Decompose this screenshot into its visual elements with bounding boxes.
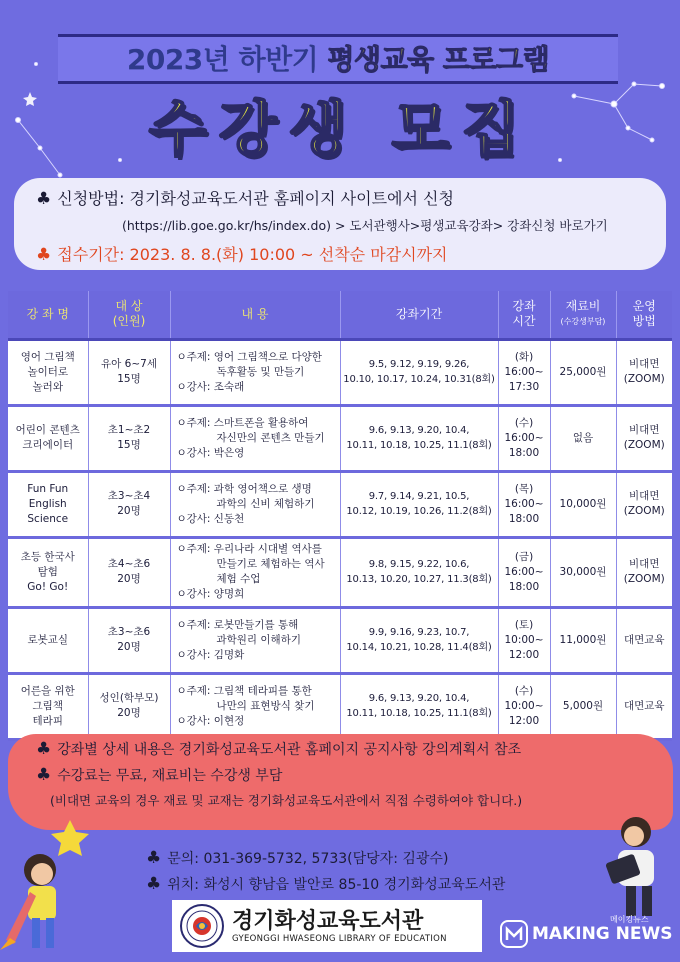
course-period-line: 10.14, 10.21, 10.28, 11.4(8회)	[346, 642, 492, 653]
course-time	[498, 405, 550, 471]
reading-child-illustration	[590, 810, 680, 920]
course-fee: 11,000원	[550, 607, 616, 673]
course-time-line: 18:00	[508, 512, 540, 525]
note-fee	[36, 765, 282, 785]
course-target	[88, 673, 170, 739]
course-time-line: 16:00~	[504, 565, 544, 578]
course-fee: 5,000원	[550, 673, 616, 739]
making-news-logo-icon	[500, 920, 528, 948]
making-news-watermark	[500, 914, 676, 954]
course-mode-line: (ZOOM)	[623, 373, 665, 385]
course-content	[170, 339, 340, 405]
course-table-body	[8, 339, 672, 739]
course-mode	[616, 405, 672, 471]
course-name	[8, 673, 88, 739]
header-time	[498, 291, 550, 339]
course-target	[88, 471, 170, 537]
course-time-line: 12:00	[508, 648, 540, 661]
table-row	[8, 471, 672, 537]
course-time-line: (목)	[514, 482, 534, 495]
library-english-name: GYEONGGI HWASEONG LIBRARY OF EDUCATION	[232, 934, 447, 944]
course-mode	[616, 537, 672, 607]
course-period	[340, 471, 498, 537]
header-fee-b: (수강생부담)	[560, 317, 606, 327]
course-name-line: 어른을 위한	[20, 684, 75, 697]
course-name-line: 어린이 콘텐츠	[15, 424, 80, 436]
course-name-line: 로봇교실	[27, 633, 69, 646]
course-time-line: 18:00	[508, 446, 540, 459]
course-period-line: 10.12, 10.19, 10.26, 11.2(8회)	[346, 506, 492, 517]
course-target-line: 20명	[117, 641, 141, 653]
course-target	[88, 537, 170, 607]
course-mode-line: 비대면	[629, 490, 660, 502]
course-mode-line: (ZOOM)	[623, 573, 665, 585]
contact-address	[146, 874, 505, 894]
girl-with-rocket-illustration	[0, 790, 150, 960]
course-name-line: 그림책	[32, 699, 63, 712]
course-topic-line: 나만의 표현방식 찾기	[216, 699, 315, 712]
course-mode-line: (ZOOM)	[623, 505, 665, 517]
course-mode-line: (ZOOM)	[623, 439, 665, 451]
library-emblem-icon	[180, 904, 224, 948]
course-period-line: 10.13, 10.20, 10.27, 11.3(8회)	[346, 574, 492, 585]
course-time	[498, 471, 550, 537]
course-time-line: 16:00~	[504, 431, 544, 444]
course-topic-line: ㅇ주제: 과학 영어책으로 생명	[176, 482, 312, 495]
table-row	[8, 673, 672, 739]
making-news-brand: MAKING NEWS	[532, 924, 673, 944]
course-name-line: 초등 한국사	[20, 550, 75, 563]
header-target-b: (인원)	[112, 314, 146, 329]
course-topic-line: ㅇ주제: 우리나라 시대별 역사를	[176, 543, 322, 555]
course-time-line: 17:30	[508, 380, 540, 393]
course-topic-line: ㅇ주제: 영어 그림책으로 다양한	[176, 350, 322, 363]
page-title: 수강생 모집	[148, 95, 532, 165]
course-name-line: Go! Go!	[27, 580, 69, 593]
contact-address-text: 위치: 화성시 향남읍 발안로 85-10 경기화성교육도서관	[167, 877, 506, 893]
making-news-small: 메이킹뉴스	[610, 915, 649, 924]
club-bullet-icon: ♣	[36, 739, 52, 759]
course-topic-line: 만들기로 체험하는 역사	[216, 558, 325, 570]
course-period-line: 10.11, 10.18, 10.25, 11.1(8회)	[346, 440, 492, 451]
course-target	[88, 607, 170, 673]
course-name	[8, 339, 88, 405]
club-bullet-icon: ♣	[36, 245, 52, 265]
course-time-line: (금)	[514, 550, 534, 563]
application-info-box	[14, 178, 666, 270]
course-name	[8, 537, 88, 607]
course-topic-line: ㅇ주제: 그림책 테라피를 통한	[176, 684, 312, 697]
note-details	[36, 739, 521, 759]
course-teacher: ㅇ강사: 이현정	[176, 714, 245, 727]
course-teacher: ㅇ강사: 조숙래	[176, 380, 245, 393]
header-mode	[616, 291, 672, 339]
course-time	[498, 673, 550, 739]
course-period	[340, 537, 498, 607]
course-target-line: 20명	[117, 505, 141, 517]
course-topic-line: 체험 수업	[216, 573, 261, 585]
course-mode-line: 대면교육	[623, 699, 665, 712]
course-period-line: 9.6, 9.13, 9.20, 10.4,	[368, 425, 470, 436]
header-target-a: 대 상	[115, 299, 143, 314]
course-period-line: 9.8, 9.15, 9.22, 10.6,	[368, 559, 470, 570]
course-fee: 25,000원	[550, 339, 616, 405]
course-target-line: 초3~초6	[107, 626, 151, 638]
library-name: 경기화성교육도서관	[232, 909, 424, 934]
course-teacher: ㅇ강사: 박은영	[176, 446, 245, 459]
course-topic-line: ㅇ주제: 로봇만들기를 통해	[176, 618, 299, 631]
course-time-line: 10:00~	[504, 633, 544, 646]
course-time-line: 18:00	[508, 580, 540, 593]
note-details-text: 강좌별 상세 내용은 경기화성교육도서관 홈페이지 공지사항 강의계획서 참조	[57, 742, 522, 758]
header-name: 강 좌 명	[8, 291, 88, 339]
course-period	[340, 673, 498, 739]
course-topic-line: 과학원리 이해하기	[216, 633, 301, 646]
header-mode-b: 방법	[632, 314, 656, 329]
course-period-line: 9.7, 9.14, 9.21, 10.5,	[368, 491, 470, 502]
course-name-line: 놀이터로	[27, 365, 69, 378]
header-time-b: 시간	[512, 314, 536, 329]
contact-phone	[146, 848, 448, 868]
headline-program: 평생교육 프로그램	[327, 43, 550, 76]
course-time-line: (토)	[514, 618, 534, 631]
course-time-line: (수)	[514, 416, 534, 429]
note-fee-text: 수강료는 무료, 재료비는 수강생 부담	[57, 768, 283, 784]
course-period	[340, 339, 498, 405]
contact-phone-text: 문의: 031-369-5732, 5733(담당자: 김광수)	[167, 851, 449, 867]
course-mode	[616, 471, 672, 537]
course-name	[8, 405, 88, 471]
table-header-row	[8, 291, 672, 339]
course-name-line: Fun Fun	[27, 482, 69, 495]
course-time-line: 12:00	[508, 714, 540, 727]
course-target-line: 성인(학부모)	[99, 692, 159, 704]
course-period-line: 10.10, 10.17, 10.24, 10.31(8회)	[343, 374, 495, 385]
course-topic-line: 자신만의 콘텐츠 만들기	[216, 431, 325, 444]
course-time-line: (화)	[514, 350, 534, 363]
header-content: 내 용	[170, 291, 340, 339]
header-target	[88, 291, 170, 339]
course-period-line: 10.11, 10.18, 10.25, 11.1(8회)	[346, 708, 492, 719]
library-emblem-graphic	[182, 906, 222, 946]
header-period: 강좌기간	[340, 291, 498, 339]
course-teacher: ㅇ강사: 양명희	[176, 588, 245, 600]
course-target-line: 초3~초4	[107, 490, 151, 502]
club-bullet-icon: ♣	[146, 874, 162, 894]
course-period	[340, 405, 498, 471]
table-row	[8, 405, 672, 471]
course-name-line: 크리에이터	[22, 439, 74, 451]
course-table	[8, 291, 672, 741]
apply-method	[36, 186, 454, 209]
course-mode-line: 대면교육	[623, 633, 665, 646]
course-target-line: 유아 6~7세	[101, 358, 157, 370]
course-teacher: ㅇ강사: 신동천	[176, 512, 245, 525]
table-row	[8, 537, 672, 607]
course-time-line: 16:00~	[504, 365, 544, 378]
table-row	[8, 607, 672, 673]
course-target-line: 초1~초2	[107, 424, 151, 436]
apply-path: (https://lib.goe.go.kr/hs/index.do) > 도서관행사>평생교육강좌> 강좌신청 바로가기	[122, 218, 608, 233]
apply-period-text: 접수기간: 2023. 8. 8.(화) 10:00 ~ 선착순 마감시까지	[57, 245, 448, 264]
header-mode-a: 운영	[632, 299, 656, 314]
club-bullet-icon: ♣	[36, 765, 52, 785]
apply-period	[36, 242, 448, 265]
course-content	[170, 607, 340, 673]
course-target-line: 15명	[117, 439, 141, 451]
course-target-line: 15명	[117, 373, 141, 385]
apply-method-text: 신청방법: 경기화성교육도서관 홈페이지 사이트에서 신청	[57, 189, 454, 208]
headline	[58, 38, 618, 82]
course-time-line: 10:00~	[504, 699, 544, 712]
course-period-line: 9.9, 9.16, 9.23, 10.7,	[368, 627, 470, 638]
course-period-line: 9.6, 9.13, 9.20, 10.4,	[368, 693, 470, 704]
header-time-a: 강좌	[512, 299, 536, 314]
course-target-line: 20명	[117, 707, 141, 719]
course-topic-line: 과학의 신비 체험하기	[216, 497, 315, 510]
course-period	[340, 607, 498, 673]
course-name-line: 탐험	[37, 565, 58, 578]
club-bullet-icon: ♣	[146, 848, 162, 868]
course-mode-line: 비대면	[629, 558, 660, 570]
header-fee-a: 재료비	[565, 299, 601, 314]
course-mode-line: 비대면	[629, 424, 660, 436]
course-name-line: 영어 그림책	[20, 350, 75, 363]
course-target	[88, 405, 170, 471]
table-row	[8, 339, 672, 405]
note-materials: (비대면 교육의 경우 재료 및 교재는 경기화성교육도서관에서 직접 수령하여야 합니다.)	[50, 793, 523, 808]
course-mode	[616, 607, 672, 673]
course-period-line: 9.5, 9.12, 9.19, 9.26,	[368, 359, 470, 370]
course-mode-line: 비대면	[629, 358, 660, 370]
club-bullet-icon: ♣	[36, 189, 52, 209]
course-mode	[616, 339, 672, 405]
course-content	[170, 405, 340, 471]
course-content	[170, 471, 340, 537]
course-time-line: (수)	[514, 684, 534, 697]
headline-year-term: 2023년 하반기	[126, 43, 319, 76]
header-fee	[550, 291, 616, 339]
course-time	[498, 607, 550, 673]
course-name	[8, 471, 88, 537]
course-target-line: 초4~초6	[107, 558, 151, 570]
course-name-line: English	[28, 497, 67, 510]
course-content	[170, 537, 340, 607]
course-teacher: ㅇ강사: 김명화	[176, 648, 245, 661]
course-name	[8, 607, 88, 673]
course-name-line: Science	[27, 512, 69, 525]
course-fee: 10,000원	[550, 471, 616, 537]
course-content	[170, 673, 340, 739]
course-target	[88, 339, 170, 405]
course-fee: 없음	[550, 405, 616, 471]
course-time	[498, 537, 550, 607]
course-mode	[616, 673, 672, 739]
course-topic-line: ㅇ주제: 스마트폰을 활용하여	[176, 416, 309, 429]
course-name-line: 놀러와	[32, 380, 63, 393]
course-time	[498, 339, 550, 405]
course-name-line: 테라피	[32, 714, 63, 727]
library-logo	[172, 900, 482, 952]
course-fee: 30,000원	[550, 537, 616, 607]
course-time-line: 16:00~	[504, 497, 544, 510]
course-target-line: 20명	[117, 573, 141, 585]
course-topic-line: 독후활동 및 만들기	[216, 365, 305, 378]
